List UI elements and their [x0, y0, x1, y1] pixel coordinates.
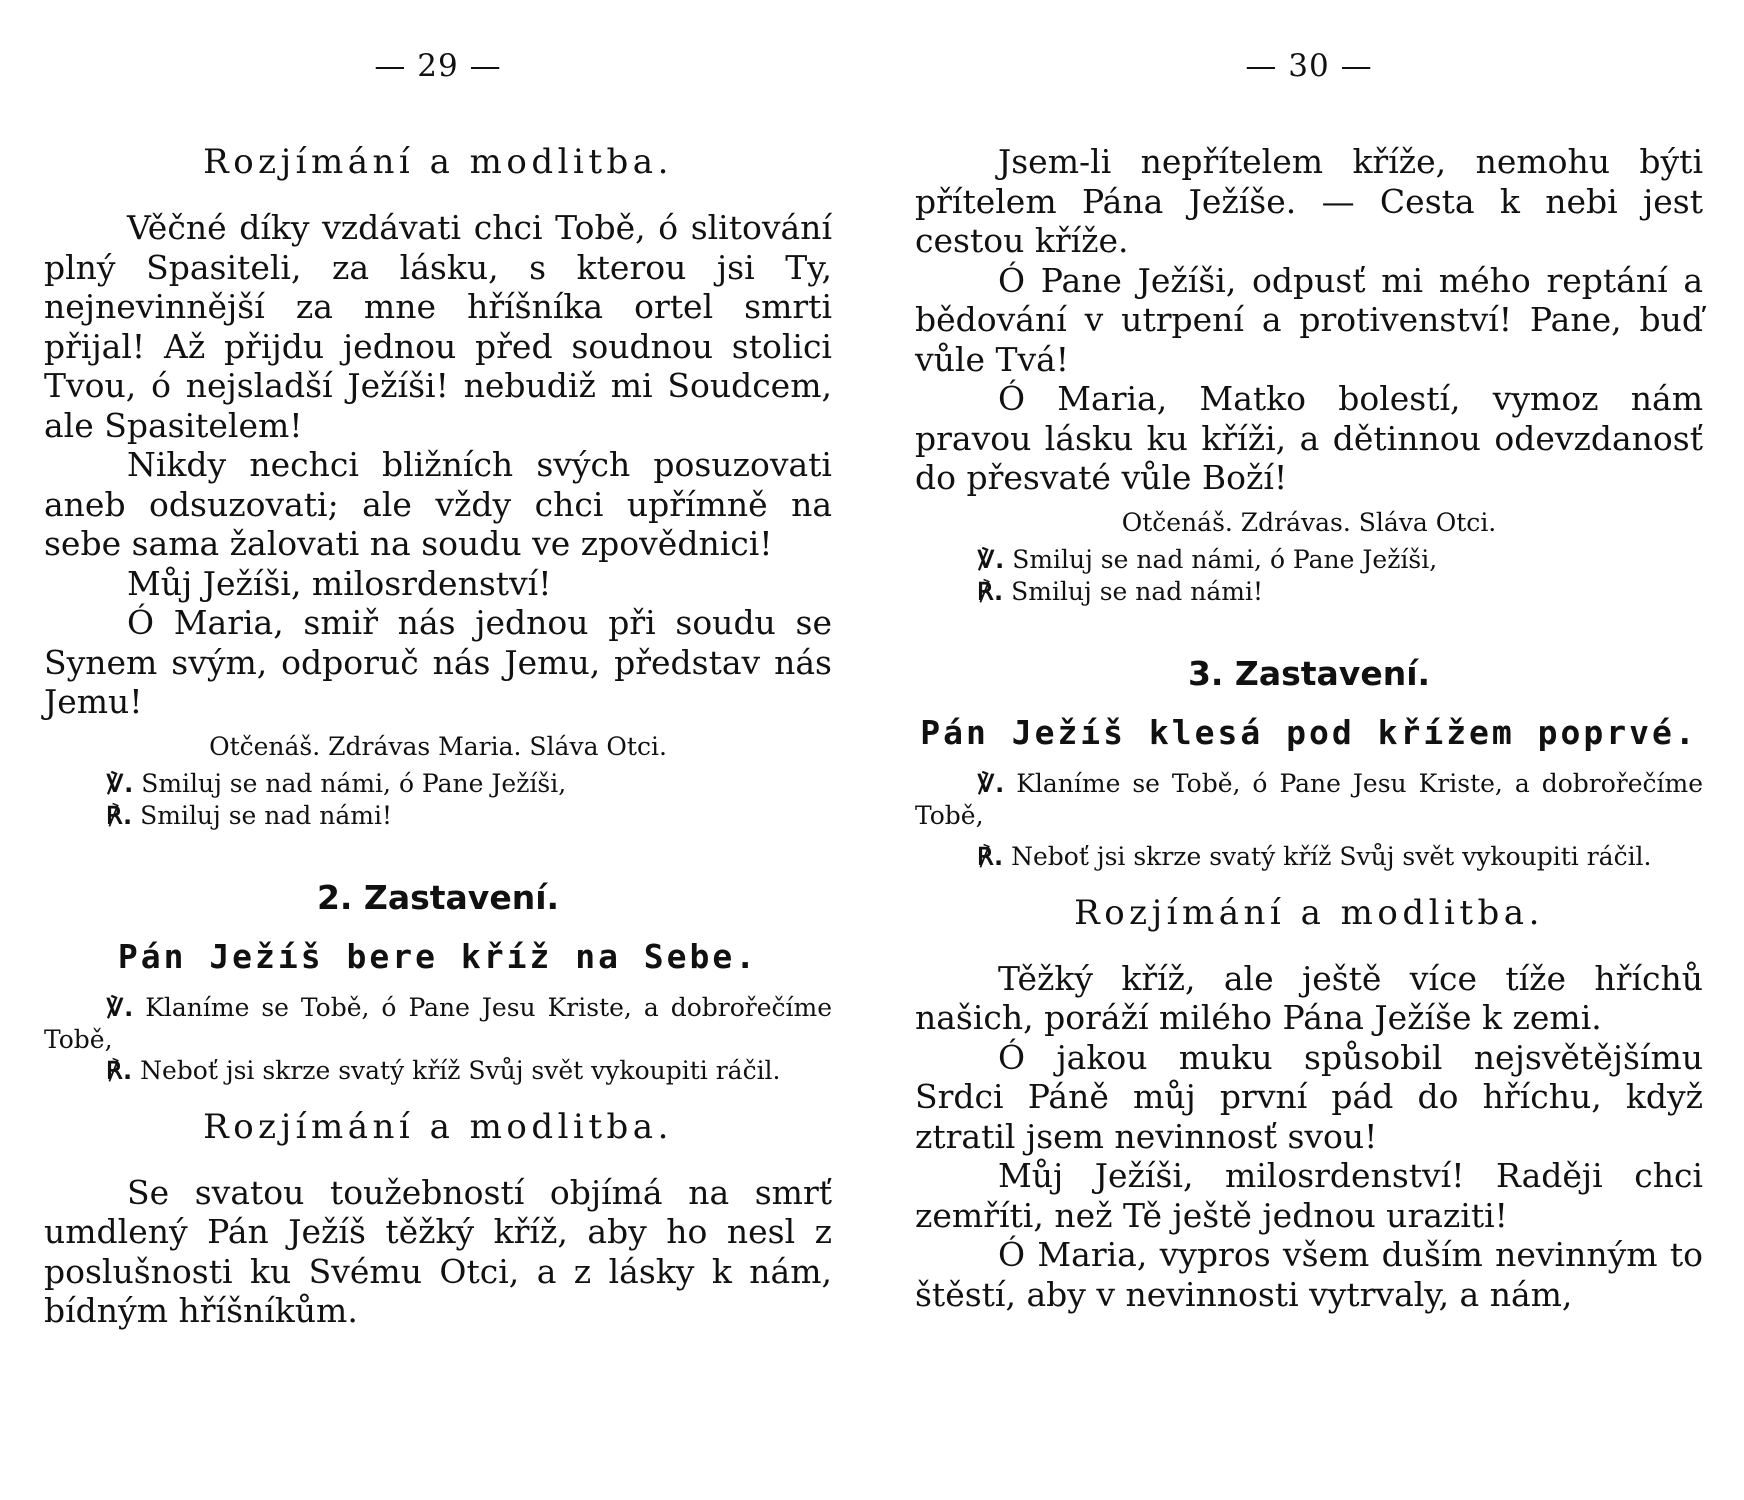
prayer-list: Otčenáš. Zdrávas. Sláva Otci. [1121, 507, 1497, 537]
response-text: Neboť jsi skrze svatý kříž Svůj svět vykoupiti ráčil. [140, 1055, 781, 1085]
paragraph-heavy-cross: Těžký kříž, ale ještě více tíže hříchů našich, poráží milého Pána Ježíše k zemi. [915, 958, 1703, 1037]
response-2 [44, 1055, 832, 1087]
paragraph-forgive: Ó Pane Ježíši, odpusť mi mého reptání a bědování v utrpení a protivenství! Pane, buď vůle Tvá! [915, 260, 1703, 379]
paragraph-first-fall: Ó jakou muku spůsobil nejsvětějšímu Srdci Páně můj první pád do hříchu, když ztratil jsem nevinnosť svou! [915, 1037, 1703, 1156]
station-title-2: 2. Zastavení. [316, 877, 560, 917]
prayer-list: Otčenáš. Zdrávas Maria. Sláva Otci. [209, 731, 667, 761]
versicle-sign: ℣. [977, 545, 1005, 574]
paragraph-maria-plea: Ó Maria, smiř nás jednou při soudu se Synem svým, odporuč nás Jemu, představ nás Jemu! [44, 603, 832, 721]
versicle-2 [915, 768, 1703, 831]
response-sign: ℟. [977, 577, 1004, 606]
response-1 [44, 800, 832, 832]
versicle-text: Klaníme se Tobě, ó Pane Jesu Kriste, a dobrořečíme Tobě, [915, 768, 1703, 830]
paragraph-mercy: Můj Ježíši, milosrdenství! [127, 563, 552, 603]
section-heading-meditation-2: Rozjímání a modlitba. [203, 1106, 673, 1147]
versicle-1 [44, 768, 832, 800]
versicle-text: Klaníme se Tobě, ó Pane Jesu Kriste, a dobrořečíme Tobě, [44, 992, 832, 1054]
station-subtitle-2: Pán Ježíš bere kříž na Sebe. [117, 936, 759, 976]
paragraph-embrace-cross: Se svatou toužebností objímá na smrť umdlený Pán Ježíš těžký kříž, aby ho nesl z poslušnosti ku Svému Otci, a z lásky k nám, bídným hříšníkům. [44, 1172, 832, 1330]
response-text: Smiluj se nad námi! [140, 800, 393, 830]
response-2 [915, 841, 1703, 873]
paragraph-innocent-souls: Ó Maria, vypros všem duším nevinným to štěstí, aby v nevinnosti vytrvaly, a nám, [915, 1235, 1703, 1314]
paragraph-enemy-of-cross: Jsem-li nepřítelem kříže, nemohu býti přítelem Pána Ježíše. — Cesta k nebi jest cestou kříže. [915, 142, 1703, 260]
left-page-body [44, 140, 832, 1331]
versicle-sign: ℣. [977, 769, 1005, 798]
versicle-sign: ℣. [106, 993, 134, 1022]
versicle-text: Smiluj se nad námi, ó Pane Ježíši, [1012, 544, 1438, 574]
versicle-1 [915, 544, 1703, 576]
paragraph-neighbours: Nikdy nechci bližních svých posuzovati aneb odsuzovati; ale vždy chci upřímně na sebe sama žalovati na soudu ve zpovědnici! [44, 445, 832, 563]
paragraph-rather-die: Můj Ježíši, milosrdenství! Raději chci zemříti, než Tě ještě jednou uraziti! [915, 1156, 1703, 1235]
section-heading-meditation-1: Rozjímání a modlitba. [203, 142, 673, 182]
right-page-body [915, 142, 1703, 1314]
response-sign: ℟. [977, 842, 1004, 871]
versicle-sign: ℣. [106, 769, 134, 798]
response-text: Smiluj se nad námi! [1011, 576, 1264, 606]
versicle-2 [44, 992, 832, 1055]
versicle-text: Smiluj se nad námi, ó Pane Ježíši, [141, 768, 567, 798]
left-page [44, 0, 832, 1500]
paragraph-thanks: Věčné díky vzdávati chci Tobě, ó slitování plný Spasiteli, za lásku, s kterou jsi Ty, nejnevinnější za mne hříšníka ortel smrti přijal! Až přijdu jednou před soudnou stolici Tvou, ó nejsladší Ježíši! nebudiž mi Soudcem, ale Spasitelem! [44, 208, 832, 445]
page-number-right: — 30 — [1245, 48, 1373, 84]
section-heading-meditation-3: Rozjímání a modlitba. [1074, 892, 1544, 933]
response-text: Neboť jsi skrze svatý kříž Svůj svět vykoupiti ráčil. [1011, 841, 1652, 871]
response-1 [915, 576, 1703, 608]
response-sign: ℟. [106, 1056, 133, 1085]
paragraph-maria-sorrows: Ó Maria, Matko bolestí, vymoz nám pravou lásku ku kříži, a dětinnou odevzdanosť do přesvaté vůle Boží! [915, 379, 1703, 497]
station-title-3: 3. Zastavení. [1187, 653, 1431, 693]
right-page [915, 0, 1703, 1500]
response-sign: ℟. [106, 801, 133, 830]
page-number-left: — 29 — [374, 48, 502, 84]
station-subtitle-3: Pán Ježíš klesá pod křížem poprvé. [920, 712, 1698, 752]
